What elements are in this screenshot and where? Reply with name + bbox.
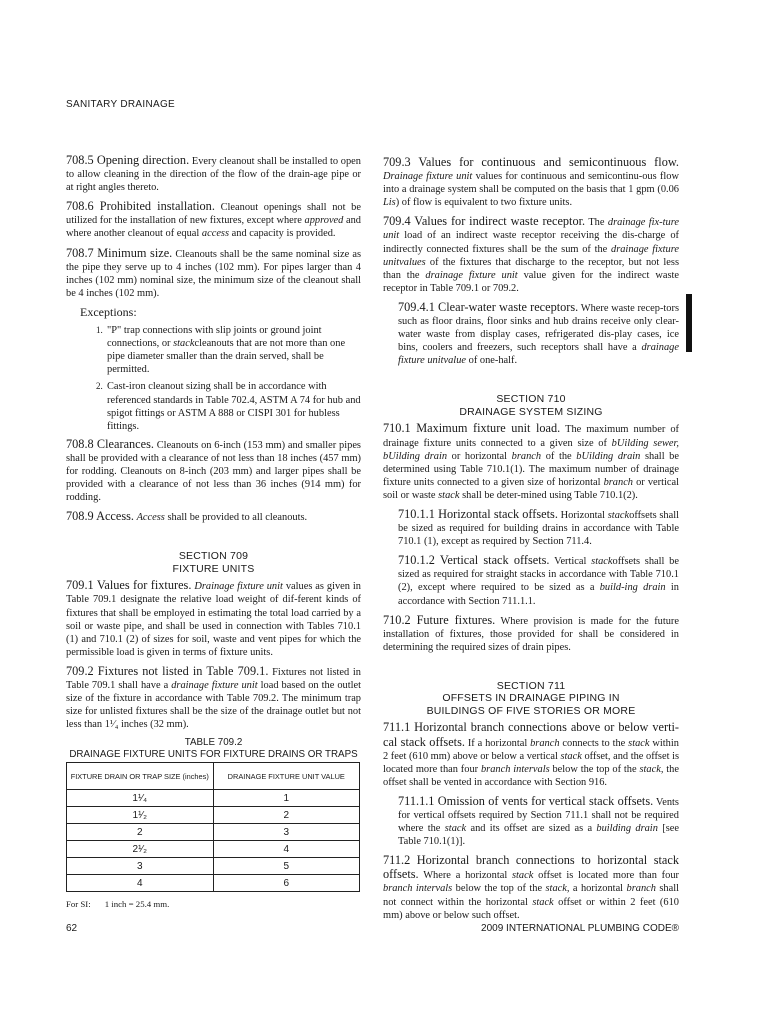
exception-text: "P" trap connections with slip joints or ground joint connections, or (107, 325, 322, 350)
section-710-2 (383, 614, 679, 654)
table-cell: 4 (213, 841, 360, 858)
exception-item (66, 324, 361, 376)
exception-text: cleanouts that are not more than one pipe diameter smaller than the drain served, shall be permitted. (107, 338, 346, 376)
section-text: Where a horizontal (423, 870, 508, 882)
section-heading: 708.7 Minimum size. (66, 245, 173, 260)
section-heading: 710.2 Future fixtures. (383, 612, 496, 627)
defined-term: build-ing drain (599, 582, 666, 594)
si-text: 1 inch = 25.4 mm. (104, 899, 170, 910)
defined-term: Drainage fixture unit (383, 171, 473, 183)
section-710-heading (383, 393, 679, 418)
section-710-1 (383, 422, 679, 502)
section-text: a horizontal (572, 883, 624, 895)
table-row (67, 807, 360, 824)
section-text: shall not connect within the horizontal (383, 883, 680, 908)
section-text: of the (545, 450, 572, 462)
defined-term: stack, (545, 883, 570, 895)
section-text: shall be provided to all cleanouts. (167, 512, 308, 524)
section-text: Cleanouts on 6-inch (153 mm) and smaller pipes shall be provided with a clearance of not less than 18 inches (457 mm) for rodding. Cleanouts on 8-inch (203 mm) and larger pipes shall be provided with a clearance of not less than 36 inches (914 mm) for rodding. (66, 439, 361, 504)
section-heading: 708.6 Prohibited installation. (66, 199, 215, 214)
defined-term: branch (511, 450, 542, 462)
section-heading: 708.5 Opening direction. (66, 153, 190, 167)
table-709-2-title (66, 737, 361, 760)
section-text: connects to the (562, 737, 626, 749)
table-row (67, 790, 360, 807)
section-711-2 (383, 854, 679, 921)
fraction: 1¹⁄₄ (104, 719, 119, 731)
section-text: load of an indirect waste receptor receiving the dis-charge of indirectly connected fixtures shall be the sum of the (383, 230, 679, 255)
si-conversion-note (66, 898, 361, 911)
section-text: Horizontal (560, 509, 606, 521)
section-text: shall be determined using Table 710.1(1). The maximum number of drainage fixture units connected to a given size of horizontal (383, 450, 679, 488)
section-709-4-1 (398, 301, 679, 367)
table-cell: 1 (213, 790, 360, 807)
table-709-2 (66, 762, 360, 892)
section-text: The maximum number of drainage fixture units connected to a given size of (383, 424, 680, 449)
section-text: offset is located more than four (538, 870, 679, 882)
exception-number: 2. (96, 381, 103, 392)
section-text: of the fixtures that discharge to the receptor, but not less than the (383, 256, 679, 281)
section-709-4 (383, 215, 679, 295)
section-711-1-1 (398, 795, 679, 848)
defined-term: branch (530, 737, 560, 749)
defined-term: building drain (596, 823, 658, 835)
defined-term: stack (591, 556, 613, 568)
section-text: Vertical (554, 556, 587, 568)
section-title: FIXTURE UNITS (172, 562, 255, 575)
exception-number: 1. (96, 325, 103, 336)
defined-term: Drainage fixture unit (194, 581, 283, 593)
revision-change-bar (686, 294, 692, 352)
section-heading: 711.2 Horizontal branch connections to horizontal stack offsets. (383, 853, 679, 882)
defined-term: drainage fixture unit (425, 269, 518, 281)
defined-term: bUilding drain (576, 450, 641, 462)
section-heading: 711.1.1 Omission of vents for vertical stack offsets. (398, 793, 654, 808)
section-708-8 (66, 438, 361, 504)
table-cell: 3 (213, 824, 360, 841)
section-heading: 708.9 Access. (66, 509, 134, 524)
section-text: below the top of the (455, 883, 543, 895)
section-711-1 (383, 721, 679, 788)
section-text: or vertical soil or waste (383, 476, 679, 501)
defined-term: branch intervals (480, 763, 550, 775)
section-heading: 710.1.2 Vertical stack offsets. (398, 553, 550, 568)
table-cell: 2¹⁄₂ (67, 841, 214, 858)
defined-term: branch (626, 883, 656, 895)
section-text: shall be deter-mined using Table 710.1(2). (462, 489, 638, 501)
right-column (383, 156, 679, 928)
table-cell: 1¹⁄₄ (67, 790, 214, 807)
table-cell: 6 (213, 875, 360, 892)
section-text: inches (32 mm). (120, 719, 189, 731)
section-text: offset or within 2 feet (610 mm) above or below such offset. (383, 896, 679, 921)
table-cell: 4 (67, 875, 214, 892)
defined-term: stack (444, 823, 467, 835)
section-number: SECTION 709 (178, 550, 249, 563)
defined-term: stack (628, 737, 650, 749)
defined-term: stack (512, 870, 534, 882)
section-text: and its offset are sized as a (470, 823, 593, 835)
section-heading: 709.2 Fixtures not listed in Table 709.1. (66, 663, 269, 678)
section-709-3 (383, 156, 679, 209)
page-number: 62 (66, 923, 78, 934)
section-heading: 710.1 Maximum fixture unit load. (383, 421, 561, 436)
section-708-5 (66, 154, 361, 194)
table-cell: 2 (213, 807, 360, 824)
section-text: The (588, 217, 605, 229)
section-text: of one-half. (468, 355, 518, 367)
section-title: DRAINAGE SYSTEM SIZING (459, 405, 603, 418)
defined-term: stack (560, 750, 582, 762)
section-text: Where provision is made for the future installation of fixtures, those provided for shall be considered in determining the required sizes of drain pipes. (383, 615, 680, 653)
section-text: and capacity is provided. (231, 228, 336, 240)
section-text: in accordance with Section 711.1.1. (398, 582, 679, 607)
defined-term: stack (607, 509, 630, 521)
defined-term: drainage fixture unit (171, 680, 258, 691)
column-header: DRAINAGE FIXTURE UNIT VALUE (213, 763, 360, 790)
section-text: Fixtures not listed in Table 709.1 shall have a (66, 666, 361, 691)
section-heading: 709.3 Values for continuous and semicontinuous flow. (383, 155, 679, 169)
section-text: load based on the outlet size of the fixture in accordance with Table 709.2. The minimum trap size for unlisted fixtures shall be the size of the drainage outlet but not less than (66, 680, 361, 731)
defined-term: drainage fixture unitvalue (398, 342, 679, 367)
table-row (67, 858, 360, 875)
section-text: within 2 feet (610 mm) above or below a vertical (383, 737, 679, 762)
section-text: below the top of the (552, 763, 637, 775)
exceptions-list (66, 324, 361, 433)
section-text: Cleanout openings shall not be utilized for the installation of new fixtures, except where (66, 202, 361, 227)
section-heading: 708.8 Clearances. (66, 436, 154, 451)
section-709-heading (66, 550, 361, 575)
defined-term: branch intervals (383, 883, 453, 895)
section-text: offsets shall be sized as required for straight stacks in accordance with Table 710.1 (2), except where required to be sized as a (398, 556, 679, 594)
exception-item (66, 380, 361, 432)
defined-term: approved (304, 215, 344, 227)
running-header: SANITARY DRAINAGE (66, 99, 176, 110)
si-label: For SI: (66, 899, 91, 910)
section-710-1-2 (398, 554, 679, 607)
section-text: or horizontal (451, 450, 508, 462)
section-title: BUILDINGS OF FIVE STORIES OR MORE (426, 704, 636, 717)
section-708-9 (66, 510, 361, 524)
defined-term: stack (532, 896, 554, 908)
publication-title: 2009 INTERNATIONAL PLUMBING CODE® (481, 923, 679, 934)
table-cell: 5 (213, 858, 360, 875)
section-711-heading (383, 680, 679, 718)
exceptions-title: Exceptions: (80, 304, 137, 319)
section-text: Every cleanout shall be installed to open to allow cleaning in the direction of the flow of the drain-age pipe or at right angles thereto. (66, 156, 361, 194)
section-text: offsets shall be sized as required for building drains in accordance with Table 710.1 (1), except as required by Section 711.4. (398, 509, 679, 548)
section-heading: 709.1 Values for fixtures. (66, 578, 192, 593)
section-heading: 710.1.1 Horizontal stack offsets. (398, 506, 558, 521)
defined-term: stack (173, 338, 195, 350)
section-709-1 (66, 579, 361, 659)
table-number: TABLE 709.2 (184, 737, 243, 749)
section-708-7 (66, 247, 361, 300)
section-text: value given for the indirect waste receptor in Table 709.1 or 709.2. (383, 269, 679, 294)
section-heading: 709.4 Values for indirect waste receptor. (383, 214, 586, 229)
defined-term: Access (136, 512, 165, 524)
defined-term: drainage fix-ture unit (383, 217, 679, 242)
section-708-6 (66, 200, 361, 240)
section-number: SECTION 710 (496, 393, 566, 406)
left-column (66, 154, 361, 911)
section-heading: 709.4.1 Clear-water waste receptors. (398, 299, 579, 314)
table-row (67, 824, 360, 841)
table-cell: 1¹⁄₂ (67, 807, 214, 824)
table-cell: 3 (67, 858, 214, 875)
section-text: Where waste recep-tors such as floor drains, floor sinks and hub drains receive only clear-water waste from display cases, refrigerated dis-play cases, ice bins, coolers and freezers, such receptors shall have a (398, 302, 679, 354)
table-row (67, 841, 360, 858)
section-710-1-1 (398, 508, 679, 548)
defined-term: bUilding sewer, bUilding drain (383, 437, 679, 462)
section-text: If a horizontal (467, 737, 528, 749)
section-text: values as given in Table 709.1 designate the relative load weight of dif-ferent kinds of fixtures that shall be employed in estimating the total load carried by a soil or waste pipe, and shall be used in connection with Tables 710.1 (1) and 710.1 (2) of sizes for soil, waste and vent pipes for which the permissible load is given in terms of fixture units. (66, 581, 361, 658)
section-text: the offset shall be vented in accordance with Section 916. (383, 763, 679, 788)
defined-term: Lis (383, 197, 396, 209)
section-text: Vents for vertical offsets required by Section 711.1 shall not be required where the (398, 796, 679, 835)
section-heading: 711.1 Horizontal branch connections above or below verti-cal stack offsets. (383, 720, 679, 749)
section-title: OFFSETS IN DRAINAGE PIPING IN (442, 692, 620, 705)
defined-term: access (201, 228, 230, 240)
defined-term: branch (603, 476, 633, 488)
section-text: Cleanouts shall be the same nominal size as the pipe they serve up to 4 inches (102 mm). For pipes larger than 4 inches (102 mm) nominal size, the minimum size of the cleanout shall be 4 inches (102 mm). (66, 248, 361, 299)
section-text: [see Table 710.1(1)]. (398, 823, 679, 848)
table-caption: DRAINAGE FIXTURE UNITS FOR FIXTURE DRAINS OR TRAPS (69, 748, 358, 760)
section-text: and where another cleanout of equal (66, 215, 361, 240)
section-text: offset, and the offset is located more than four (383, 750, 679, 775)
defined-term: drainage fixture unitvalues (383, 243, 679, 268)
section-text: values for continuous and semicontinu-ous flow into a drainage system shall be computed on the basis that 1 gpm (0.06 (383, 171, 679, 196)
section-number: SECTION 711 (496, 679, 566, 692)
defined-term: stack, (639, 763, 664, 775)
exception-text: Cast-iron cleanout sizing shall be in accordance with referenced standards in Table 702.4, ASTM A 74 for hub and spigot fittings or ASTM A 888 or CISPI 301 for hubless fittings. (107, 381, 361, 432)
table-cell: 2 (67, 824, 214, 841)
section-text: ) of flow is equivalent to two fixture units. (395, 197, 573, 209)
defined-term: stack (438, 489, 460, 501)
column-header: FIXTURE DRAIN OR TRAP SIZE (inches) (67, 763, 214, 790)
table-row (67, 875, 360, 892)
section-709-2 (66, 665, 361, 731)
